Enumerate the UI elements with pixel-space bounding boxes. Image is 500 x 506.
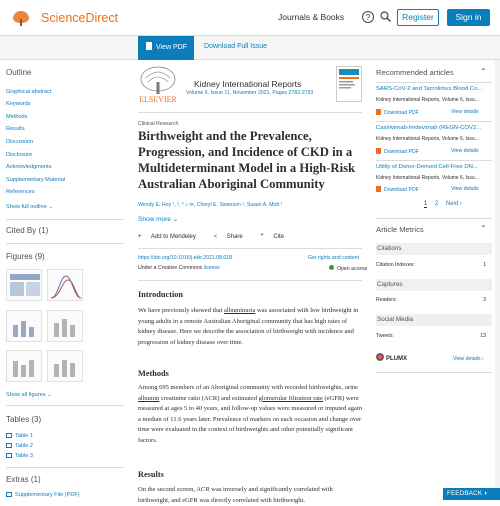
show-full-outline-link[interactable] [6, 204, 53, 210]
figure-thumbnail-image [7, 351, 43, 383]
divider [376, 372, 492, 373]
text-run: We have previously showed that [138, 307, 224, 314]
recommended-article-source: Kidney International Reports, Volume 6, Issu... [376, 97, 479, 103]
pdf-icon [376, 148, 381, 154]
divider [6, 467, 124, 468]
outline-item-acknowledgments[interactable]: Acknowledgments [6, 164, 52, 170]
outline-item-results[interactable]: Results [6, 126, 25, 132]
get-rights-link[interactable]: Get rights and content [308, 255, 360, 261]
readers-label: Readers: [376, 297, 398, 303]
text-run: was associated with low birthweight in young adults in a remote Australian Aboriginal community that has high rates of kidney disease. Here we describe the association of birthweight with incidence and progression of kidney disease over time. [138, 307, 359, 346]
svg-text:ELSEVIER: ELSEVIER [139, 95, 177, 104]
elsevier-tree-logo-icon [138, 66, 178, 104]
page-1-button[interactable]: 1 [424, 201, 428, 207]
outline-item-graphical-abstract[interactable]: Graphical abstract [6, 89, 52, 95]
download-pdf-label: Download PDF [384, 187, 419, 193]
journals-books-link[interactable]: Journals & Books [278, 12, 345, 22]
divider [6, 243, 124, 244]
recommended-download-pdf[interactable] [376, 109, 419, 116]
outline-item-discussion[interactable]: Discussion [6, 139, 34, 145]
author-list[interactable]: Wendy E. Hoy ¹, ², ³ ⌂ ✉, Cheryl E. Swanson ¹, Susan A. Mott ¹ [138, 202, 283, 208]
tables-heading: Tables (3) [6, 415, 42, 424]
supplementary-file-link[interactable] [6, 492, 80, 498]
pdf-icon [376, 109, 381, 115]
results-paragraph: On the second screen, ACR was inversely and significantly correlated with birthweight, and eGFR was directly correlated with birthweight. [138, 486, 333, 504]
license-prefix: Under a Creative Commons [138, 265, 203, 271]
show-all-figures-link[interactable] [6, 392, 52, 398]
recommended-pagination [424, 201, 468, 207]
outline-item-supplementary[interactable]: Supplementary Material [6, 177, 66, 183]
sign-in-button[interactable]: Sign in [447, 9, 490, 26]
figure-thumbnail-image [48, 351, 84, 383]
recommended-article-title[interactable]: Utility of Donor-Derived Cell-Free DN... [376, 164, 478, 170]
recommended-view-details[interactable]: View details [451, 186, 479, 192]
divider [138, 248, 362, 249]
download-pdf-label: Download PDF [384, 110, 419, 116]
elsevier-logo-icon[interactable] [8, 9, 34, 27]
article-type: Clinical Research [138, 121, 179, 127]
social-media-band: Social Media [376, 314, 492, 326]
feedback-label: FEEDBACK [447, 490, 483, 497]
chevron-down-icon: ⌄ [47, 392, 52, 398]
divider [6, 405, 124, 406]
text-run: Among 695 members of an Aboriginal community with recorded birthweights, urine [138, 384, 359, 391]
show-more-label: Show more [138, 216, 171, 223]
share-label: Share [226, 234, 243, 240]
text-run: creatinine ratio (ACR) and estimated [159, 394, 259, 402]
table-link-3[interactable] [6, 453, 33, 459]
recommended-article-source: Kidney International Reports, Volume 6, Issu... [376, 136, 479, 142]
open-access-badge [329, 265, 367, 272]
brand-link[interactable]: ScienceDirect [41, 11, 119, 25]
mendeley-label: Add to Mendeley [150, 234, 196, 240]
chevron-up-icon[interactable]: ⌃ [480, 224, 487, 233]
recommended-article-source: Kidney International Reports, Volume 6, Issu... [376, 175, 479, 181]
recommended-article-title[interactable]: Casirivimab-Imdevimab (REGN-COV2... [376, 125, 482, 131]
view-pdf-button[interactable] [138, 36, 194, 60]
outline-item-keywords[interactable]: Keywords [6, 101, 31, 107]
divider [376, 218, 492, 219]
citation-indexes-value: 1 [483, 262, 486, 268]
figure-thumbnail[interactable] [6, 269, 42, 301]
cite-label: Cite [273, 234, 285, 240]
table-link-label: Table 3 [15, 453, 34, 459]
article-metrics-heading: Article Metrics [376, 225, 424, 234]
doi-link[interactable]: https://doi.org/10.1016/j.ekir.2021.08.018 [138, 255, 233, 261]
pdf-icon [376, 186, 381, 192]
plus-icon: + [138, 234, 142, 240]
feedback-button[interactable] [443, 488, 500, 500]
help-icon[interactable]: ? [362, 11, 374, 23]
view-pdf-label: View PDF [156, 44, 187, 51]
chevron-right-icon: › [460, 201, 463, 207]
metrics-view-details[interactable] [453, 356, 484, 362]
divider [6, 219, 124, 220]
show-full-outline-label: Show full outline [6, 204, 47, 210]
next-label: Next [446, 201, 459, 207]
pdf-icon [146, 42, 152, 50]
page-2-button[interactable]: 2 [435, 201, 439, 207]
recommended-download-pdf[interactable] [376, 148, 419, 155]
journal-cover-image[interactable] [336, 66, 362, 102]
share-button[interactable] [214, 234, 251, 240]
chevron-down-icon: ⌄ [172, 216, 179, 223]
plumx-icon [376, 353, 384, 361]
article-tools [138, 233, 300, 240]
share-icon: < [213, 234, 218, 240]
top-header [0, 0, 500, 36]
file-icon [6, 492, 12, 497]
table-link-label: Table 2 [15, 443, 34, 449]
tweets-value: 13 [480, 333, 486, 339]
register-button[interactable]: Register [397, 9, 439, 26]
plumx-logo [376, 353, 407, 362]
outline-item-methods[interactable]: Methods [6, 114, 28, 120]
license-link[interactable]: license [203, 265, 220, 271]
divider [376, 121, 492, 122]
figure-thumbnail[interactable] [47, 350, 83, 382]
figure-thumbnail-image [48, 270, 84, 302]
citations-band: Citations [376, 243, 492, 255]
albuminuria-link[interactable]: albuminuria [223, 307, 256, 314]
license-text [138, 265, 220, 271]
chevron-down-icon: ⌄ [48, 204, 53, 210]
cited-by-heading[interactable]: Cited By (1) [6, 226, 49, 235]
citation-indexes-label: Citation Indexes: [376, 262, 415, 268]
table-icon [6, 443, 12, 448]
figure-thumbnail[interactable] [47, 310, 83, 342]
table-link-2[interactable] [6, 443, 33, 449]
show-more-button[interactable] [138, 215, 178, 223]
outline-item-references[interactable]: References [6, 189, 35, 195]
outline-item-disclosure[interactable]: Disclosure [6, 152, 33, 158]
open-access-icon [329, 265, 334, 270]
figure-thumbnail-image [48, 311, 84, 343]
figure-thumbnail[interactable] [6, 310, 42, 342]
table-icon [6, 453, 12, 458]
table-icon [6, 433, 12, 438]
extras-heading: Extras (1) [6, 475, 41, 484]
albumin-link[interactable]: albumin [138, 394, 160, 402]
figure-thumbnail-image [7, 270, 43, 302]
figures-heading: Figures (9) [6, 252, 45, 261]
table-link-label: Table 1 [15, 433, 34, 439]
show-all-figures-label: Show all figures [6, 392, 46, 398]
section-heading-results: Results [138, 470, 164, 479]
tweets-row [376, 333, 486, 339]
figure-thumbnail[interactable] [47, 269, 83, 301]
journal-issue-link[interactable]: Volume 6, Issue 11, November 2021, Pages 2782-2793 [186, 90, 314, 96]
chevron-up-icon[interactable]: ⌃ [480, 67, 487, 76]
divider [376, 82, 492, 83]
text-run: (eGFR) were measured at ages 5 to 40 years, and follow-up values were measured or imputed again a median of 11.6 years later. Prevalence of markers on each occasion and change over time were evaluated in the context of birthweights and other potentially significant factors. [138, 394, 362, 444]
article-title: Birthweight and the Prevalence, Progression, and Incidence of CKD in a Multideterminant Model in a High-Risk Australian Aboriginal Community [138, 129, 356, 191]
quote-icon: ❞ [260, 234, 264, 240]
citation-indexes-row [376, 262, 486, 268]
chevron-right-icon: › [482, 356, 484, 362]
recommended-heading: Recommended articles [376, 68, 454, 77]
next-page-button[interactable] [446, 201, 462, 207]
open-access-label: Open access [337, 266, 368, 272]
download-pdf-label: Download PDF [384, 149, 419, 155]
section-heading-introduction: Introduction [138, 290, 184, 299]
recommended-download-pdf[interactable] [376, 186, 419, 193]
download-full-issue-link[interactable]: Download Full Issue [204, 43, 268, 50]
chat-icon: ◗ [483, 490, 488, 497]
divider [138, 280, 362, 281]
divider [138, 112, 362, 113]
plumx-label: PLUMX [386, 356, 407, 362]
recommended-view-details[interactable]: View details [451, 109, 479, 115]
figure-thumbnail-image [7, 311, 43, 343]
view-details-label: View details [453, 356, 481, 362]
outline-heading: Outline [6, 68, 32, 77]
search-icon[interactable] [380, 11, 391, 22]
introduction-paragraph [138, 306, 364, 348]
add-to-mendeley-button[interactable] [138, 234, 204, 240]
recommended-view-details[interactable]: View details [451, 148, 479, 154]
figure-thumbnail[interactable] [6, 350, 42, 382]
section-heading-methods: Methods [138, 369, 169, 378]
recommended-article-title[interactable]: SARS-CoV-2 and Tacrolimus Blood Co... [376, 86, 483, 92]
methods-paragraph [138, 383, 364, 447]
tweets-label: Tweets: [376, 333, 394, 339]
divider [376, 160, 492, 161]
journal-cover-icon [337, 67, 361, 101]
cite-button[interactable] [260, 234, 292, 240]
gfr-link[interactable]: glomerular filtration rate [258, 394, 323, 402]
readers-row [376, 297, 486, 303]
captures-band: Captures [376, 279, 492, 291]
supplementary-file-label: Supplementary File (PDF) [15, 492, 80, 498]
article-action-bar [0, 36, 500, 60]
readers-value: 3 [483, 297, 486, 303]
journal-title-link[interactable]: Kidney International Reports [194, 79, 302, 89]
table-link-1[interactable] [6, 433, 33, 439]
scrollbar[interactable] [495, 60, 500, 488]
